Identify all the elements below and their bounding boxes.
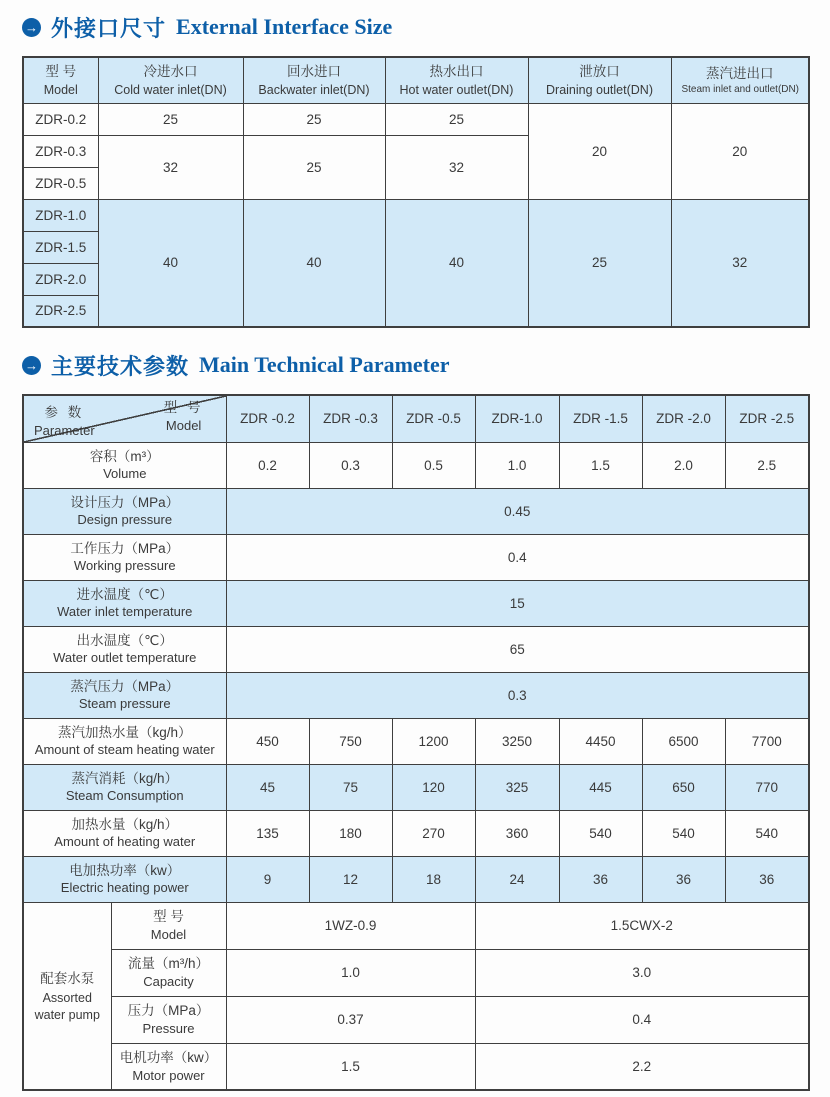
t2-param-zh: 容积（m³） (89, 448, 160, 464)
t2-row-water-outlet-temp (23, 626, 809, 672)
t1-header-cold-zh: 冷进水口 (143, 64, 198, 80)
t2-param-label (23, 442, 226, 488)
t2-value-cell: 2.5 (725, 442, 809, 488)
t2-value-cell: 540 (642, 810, 725, 856)
section1-title (22, 10, 808, 44)
t2-value-cell: 45 (226, 764, 309, 810)
t2-pump-row-motor-power (23, 1043, 809, 1090)
t1-model-cell: ZDR-0.3 (23, 135, 98, 167)
t2-param-zh: 进水温度（℃） (76, 586, 173, 602)
t2-pump-value-right: 0.4 (475, 996, 809, 1043)
t2-param-en: Electric heating power (60, 880, 189, 896)
t2-value-cell: 12 (309, 856, 392, 902)
t2-value-cell: 1.0 (475, 442, 559, 488)
section2-title (22, 348, 808, 382)
t2-corner-param (34, 403, 95, 439)
t2-pump-row-pressure (23, 996, 809, 1043)
t2-pump-value-left: 1.5 (226, 1043, 475, 1090)
t2-pump-value-right: 3.0 (475, 949, 809, 996)
t2-merged-value-cell: 65 (226, 626, 809, 672)
t2-pump-sublabel-en: Capacity (143, 973, 194, 989)
t2-value-cell: 650 (642, 764, 725, 810)
t2-value-cell: 4450 (559, 718, 642, 764)
t2-pump-sublabel-en: Model (150, 926, 187, 942)
t1-header-back-zh: 回水进口 (287, 64, 341, 80)
t2-value-cell: 540 (725, 810, 809, 856)
section1-title-zh: 外接口尺寸 (51, 15, 167, 41)
t1-value-cell: 25 (243, 103, 385, 135)
t2-pump-value-left: 1WZ-0.9 (226, 902, 475, 949)
t1-value-cell: 40 (98, 199, 243, 327)
t2-pump-sublabel-zh: 电机功率（kw） (119, 1050, 218, 1066)
arrow-circle-icon: → (22, 356, 41, 375)
t2-param-en: Amount of heating water (54, 834, 196, 850)
t2-value-cell: 0.2 (226, 442, 309, 488)
t2-corner-model-zh: 型 号 (163, 400, 204, 415)
t1-header-back (243, 57, 385, 103)
t1-header-drain-zh: 泄放口 (579, 64, 620, 80)
t2-pump-sublabel (111, 1043, 226, 1090)
t1-value-cell: 20 (671, 103, 809, 199)
t2-corner-param-en: Parameter (34, 422, 95, 438)
t2-pump-sublabel-zh: 压力（MPa） (127, 1003, 210, 1019)
section2-title-zh: 主要技术参数 (51, 353, 190, 379)
main-technical-parameter-table (22, 394, 810, 1091)
t2-value-cell: 0.5 (392, 442, 475, 488)
t2-pump-value-right: 2.2 (475, 1043, 809, 1090)
t1-header-hot-en: Hot water outlet(DN) (399, 82, 514, 97)
t2-param-zh: 蒸汽压力（MPa） (70, 678, 180, 694)
t1-value-cell: 25 (243, 135, 385, 199)
t2-model-header: ZDR -0.3 (309, 395, 392, 442)
t1-header-cold-en: Cold water inlet(DN) (114, 82, 227, 97)
t2-value-cell: 75 (309, 764, 392, 810)
t2-row-water-inlet-temp (23, 580, 809, 626)
t2-corner-param-zh: 参 数 (44, 405, 85, 421)
t2-pump-group-en: Assorted water pump (34, 991, 100, 1022)
t2-value-cell: 18 (392, 856, 475, 902)
t2-value-cell: 24 (475, 856, 559, 902)
t2-model-header: ZDR -2.5 (725, 395, 809, 442)
t2-value-cell: 360 (475, 810, 559, 856)
t2-value-cell: 36 (559, 856, 642, 902)
t2-pump-sublabel (111, 902, 226, 949)
t2-param-zh: 电加热功率（kw） (69, 862, 181, 878)
t2-param-en: Design pressure (77, 512, 173, 528)
t2-model-header: ZDR -0.5 (392, 395, 475, 442)
t2-row-heating-water (23, 810, 809, 856)
t2-value-cell: 750 (309, 718, 392, 764)
t1-model-cell: ZDR-1.0 (23, 199, 98, 231)
t2-header-row (23, 395, 809, 442)
t2-value-cell: 2.0 (642, 442, 725, 488)
t2-merged-value-cell: 0.45 (226, 488, 809, 534)
t2-value-cell: 120 (392, 764, 475, 810)
t1-header-model-zh: 型 号 (45, 64, 77, 80)
t2-param-label (23, 672, 226, 718)
t1-header-hot-zh: 热水出口 (429, 64, 484, 80)
t2-value-cell: 270 (392, 810, 475, 856)
t2-pump-sublabel-zh: 流量（m³/h） (128, 956, 209, 972)
t1-value-cell: 40 (243, 199, 385, 327)
t1-value-cell: 20 (528, 103, 671, 199)
t1-model-cell: ZDR-2.0 (23, 263, 98, 295)
t1-row-zdr02 (23, 103, 809, 135)
t2-row-electric-heating-power (23, 856, 809, 902)
t2-param-label (23, 534, 226, 580)
t2-param-en: Water outlet temperature (53, 650, 197, 666)
t2-model-header: ZDR-1.0 (475, 395, 559, 442)
t2-value-cell: 36 (725, 856, 809, 902)
t2-pump-value-right: 1.5CWX-2 (475, 902, 809, 949)
t2-param-en: Volume (103, 466, 147, 482)
t2-value-cell: 7700 (725, 718, 809, 764)
t2-param-zh: 工作压力（MPa） (70, 540, 180, 556)
t1-header-cold (98, 57, 243, 103)
t1-value-cell: 32 (385, 135, 528, 199)
t1-model-cell: ZDR-1.5 (23, 231, 98, 263)
t1-header-steam-en: Steam inlet and outlet(DN) (680, 83, 799, 96)
t2-merged-value-cell: 0.3 (226, 672, 809, 718)
t2-value-cell: 6500 (642, 718, 725, 764)
t2-value-cell: 1200 (392, 718, 475, 764)
t2-param-label (23, 718, 226, 764)
t2-param-en: Steam pressure (78, 696, 171, 712)
t2-pump-value-left: 0.37 (226, 996, 475, 1043)
t1-header-back-en: Backwater inlet(DN) (258, 82, 370, 97)
t2-pump-sublabel-zh: 型 号 (153, 909, 184, 925)
t2-param-en: Amount of steam heating water (34, 742, 215, 758)
t1-model-cell: ZDR-0.5 (23, 167, 98, 199)
t2-model-header: ZDR -2.0 (642, 395, 725, 442)
t2-pump-group-zh: 配套水泵 (40, 970, 95, 986)
t2-row-steam-pressure (23, 672, 809, 718)
section2-title-en: Main Technical Parameter (199, 352, 450, 377)
arrow-circle-icon: → (22, 18, 41, 37)
t2-pump-value-left: 1.0 (226, 949, 475, 996)
t2-value-cell: 445 (559, 764, 642, 810)
t2-param-en: Steam Consumption (65, 788, 184, 804)
t2-merged-value-cell: 15 (226, 580, 809, 626)
t1-header-row (23, 57, 809, 103)
t2-param-zh: 加热水量（kg/h） (71, 816, 179, 832)
t2-row-working-pressure (23, 534, 809, 580)
t1-header-model-en: Model (43, 82, 78, 97)
t1-model-cell: ZDR-0.2 (23, 103, 98, 135)
t2-pump-group-cell (23, 902, 111, 1090)
t2-value-cell: 180 (309, 810, 392, 856)
t2-pump-sublabel (111, 996, 226, 1043)
t2-pump-sublabel-en: Pressure (142, 1020, 195, 1036)
t2-value-cell: 770 (725, 764, 809, 810)
t2-row-volume (23, 442, 809, 488)
t2-value-cell: 540 (559, 810, 642, 856)
t1-header-steam (671, 57, 809, 103)
t2-model-header: ZDR -0.2 (226, 395, 309, 442)
t2-param-zh: 出水温度（℃） (76, 632, 173, 648)
t2-value-cell: 0.3 (309, 442, 392, 488)
t1-row-zdr10 (23, 199, 809, 231)
t2-value-cell: 135 (226, 810, 309, 856)
t1-value-cell: 40 (385, 199, 528, 327)
t1-value-cell: 25 (385, 103, 528, 135)
t1-model-cell: ZDR-2.5 (23, 295, 98, 327)
t2-param-label (23, 626, 226, 672)
t2-param-label (23, 580, 226, 626)
t2-row-steam-consumption (23, 764, 809, 810)
t2-value-cell: 325 (475, 764, 559, 810)
t1-header-steam-zh: 蒸汽进出口 (706, 65, 774, 81)
t2-param-label (23, 856, 226, 902)
t2-param-zh: 蒸汽加热水量（kg/h） (57, 724, 192, 740)
t2-pump-row-capacity (23, 949, 809, 996)
t2-pump-sublabel (111, 949, 226, 996)
t2-corner-cell (23, 395, 226, 442)
t1-header-model (23, 57, 98, 103)
t1-header-drain-en: Draining outlet(DN) (546, 82, 653, 97)
t2-corner-model (164, 398, 204, 434)
t2-value-cell: 9 (226, 856, 309, 902)
t1-header-drain (528, 57, 671, 103)
t2-value-cell: 36 (642, 856, 725, 902)
t2-param-label (23, 488, 226, 534)
t2-corner-model-en: Model (165, 417, 202, 433)
t2-param-zh: 设计压力（MPa） (70, 494, 180, 510)
t2-pump-sublabel-en: Motor power (132, 1067, 205, 1083)
t2-param-zh: 蒸汽消耗（kg/h） (71, 770, 179, 786)
section1-title-en: External Interface Size (176, 14, 393, 39)
t2-pump-row-model (23, 902, 809, 949)
t2-param-en: Working pressure (73, 558, 176, 574)
t2-param-en: Water inlet temperature (57, 604, 193, 620)
t1-value-cell: 32 (671, 199, 809, 327)
t2-model-header: ZDR -1.5 (559, 395, 642, 442)
t2-row-steam-heating-water (23, 718, 809, 764)
external-interface-size-table (22, 56, 810, 328)
t1-value-cell: 32 (98, 135, 243, 199)
t2-value-cell: 1.5 (559, 442, 642, 488)
t2-param-label (23, 764, 226, 810)
t1-header-hot (385, 57, 528, 103)
t2-value-cell: 450 (226, 718, 309, 764)
t1-value-cell: 25 (98, 103, 243, 135)
t2-merged-value-cell: 0.4 (226, 534, 809, 580)
t2-param-label (23, 810, 226, 856)
t2-row-design-pressure (23, 488, 809, 534)
t2-value-cell: 3250 (475, 718, 559, 764)
t1-value-cell: 25 (528, 199, 671, 327)
